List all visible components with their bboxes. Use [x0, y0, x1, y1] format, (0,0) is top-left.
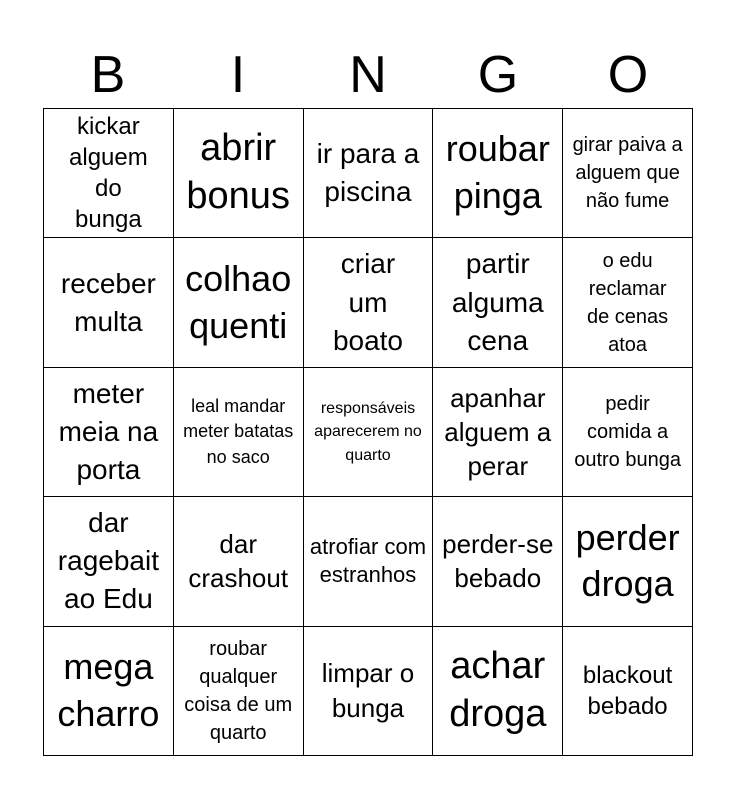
bingo-cell[interactable]	[174, 109, 304, 238]
bingo-cell[interactable]	[174, 497, 304, 626]
bingo-cell[interactable]	[304, 109, 434, 238]
bingo-cell[interactable]	[304, 627, 434, 756]
cell-text: perder droga	[575, 516, 680, 605]
bingo-cell[interactable]	[563, 109, 693, 238]
header-letter-b: B	[90, 46, 126, 104]
cell-text: abrir bonus	[186, 127, 290, 218]
cell-text: o edu reclamar de cenas atoa	[587, 249, 669, 356]
cell-text: colhao quenti	[185, 257, 292, 346]
cell-text: roubar qualquer coisa de um quarto	[184, 637, 293, 744]
bingo-cell[interactable]	[304, 368, 434, 497]
cell-text: mega charro	[57, 645, 160, 734]
cell-text: ir para a piscina	[316, 138, 420, 208]
cell-text: leal mandar meter batatas no saco	[183, 396, 294, 467]
cell-text: receber multa	[60, 267, 156, 337]
cell-text: achar droga	[449, 644, 547, 735]
bingo-header	[43, 42, 693, 108]
bingo-cell[interactable]	[433, 368, 563, 497]
cell-text: limpar o bunga	[321, 658, 415, 723]
cell-text: pedir comida a outro bunga	[574, 392, 681, 471]
cell-text: blackout bebado	[582, 661, 673, 720]
bingo-cell[interactable]	[44, 238, 174, 367]
bingo-cell[interactable]	[433, 109, 563, 238]
bingo-cell[interactable]	[44, 368, 174, 497]
bingo-cell[interactable]	[44, 109, 174, 238]
bingo-cell[interactable]	[563, 238, 693, 367]
bingo-cell[interactable]	[304, 238, 434, 367]
bingo-cell[interactable]	[44, 497, 174, 626]
cell-text: criar um boato	[332, 248, 404, 356]
header-letter-n: N	[349, 46, 387, 104]
header-letter-i: I	[230, 46, 246, 104]
bingo-cell[interactable]	[174, 368, 304, 497]
bingo-cell[interactable]	[174, 238, 304, 367]
cell-text: roubar pinga	[445, 128, 550, 217]
cell-text: kickar alguem do bunga	[69, 112, 148, 234]
cell-text: apanhar alguem a perar	[444, 382, 552, 482]
cell-text: responsáveis aparecerem no quarto	[314, 400, 422, 464]
cell-text: dar ragebait ao Edu	[57, 507, 159, 615]
header-letter-g: G	[477, 46, 519, 104]
bingo-cell[interactable]	[563, 497, 693, 626]
bingo-card	[43, 108, 693, 756]
bingo-cell[interactable]	[44, 627, 174, 756]
bingo-cell[interactable]	[563, 627, 693, 756]
header-letter-o: O	[607, 46, 649, 104]
bingo-cell[interactable]	[433, 238, 563, 367]
bingo-cell[interactable]	[563, 368, 693, 497]
cell-text: meter meia na porta	[58, 377, 159, 486]
cell-text: girar paiva a alguem que não fume	[572, 134, 683, 213]
bingo-cell[interactable]	[433, 627, 563, 756]
bingo-cell[interactable]	[174, 627, 304, 756]
bingo-cell[interactable]	[304, 497, 434, 626]
cell-text: partir alguma cena	[451, 248, 544, 356]
cell-text: dar crashout	[188, 529, 289, 594]
cell-text: perder-se bebado	[442, 529, 554, 594]
cell-text: atrofiar com estranhos	[309, 533, 427, 588]
bingo-cell[interactable]	[433, 497, 563, 626]
